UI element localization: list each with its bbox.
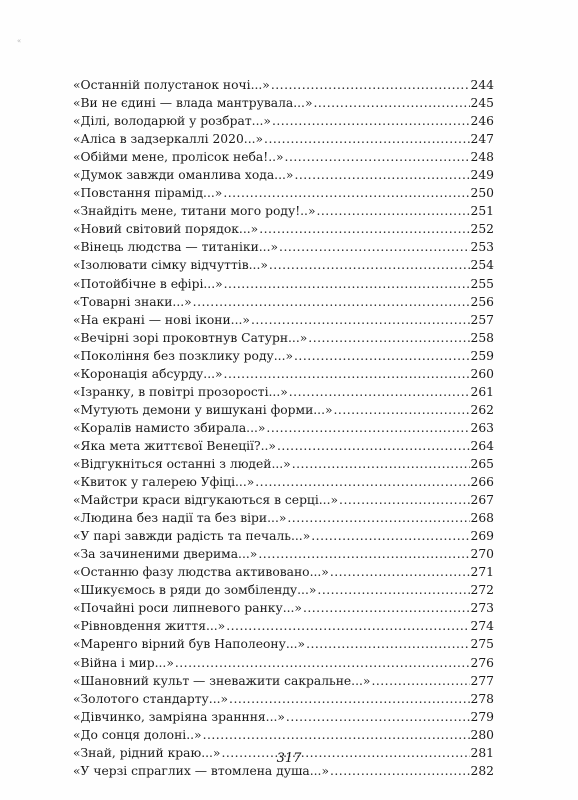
dot-leader xyxy=(330,563,470,581)
dot-leader xyxy=(264,130,469,148)
toc-entry-title: «Коронація абсурду...» xyxy=(73,366,223,381)
dot-leader xyxy=(294,166,469,184)
page-number: 317 xyxy=(276,751,302,766)
toc-entry-page: 271 xyxy=(470,565,494,580)
dot-leader xyxy=(266,419,469,437)
toc-entry-title: «Думок завжди оманлива хода...» xyxy=(73,168,294,183)
toc-entry-title: «Вінець людства — титаніки...» xyxy=(73,240,279,255)
dot-leader xyxy=(294,347,470,365)
dot-leader xyxy=(317,581,469,599)
toc-entry-page: 266 xyxy=(470,475,494,490)
toc-entry-title: «Золотого стандарту...» xyxy=(73,691,229,706)
dot-leader xyxy=(286,708,470,726)
toc-entry xyxy=(73,311,494,329)
toc-entry xyxy=(73,401,494,419)
dot-leader xyxy=(226,617,469,635)
dot-leader xyxy=(175,654,470,672)
toc-entry-page: 248 xyxy=(470,150,494,165)
toc-entry-title: «Почайні роси липневого ранку...» xyxy=(73,601,302,616)
dot-leader xyxy=(224,365,470,383)
toc-entry-title: «У парі завжди радість та печаль...» xyxy=(73,529,311,544)
toc-entry-page: 259 xyxy=(470,348,494,363)
dot-leader xyxy=(311,527,469,545)
toc-entry xyxy=(73,599,494,617)
toc-entry xyxy=(73,690,494,708)
toc-entry xyxy=(73,455,494,473)
dot-leader xyxy=(223,184,469,202)
toc-entry-page: 245 xyxy=(470,96,494,111)
toc-entry-page: 244 xyxy=(470,78,494,92)
toc-entry xyxy=(73,419,494,437)
toc-entry-page: 273 xyxy=(470,601,494,616)
dot-leader xyxy=(269,256,470,274)
toc-entry-title: «Ізолювати сімку відчуттів...» xyxy=(73,258,268,273)
toc-entry-page: 261 xyxy=(470,384,494,399)
dot-leader xyxy=(255,473,469,491)
toc-entry-page: 280 xyxy=(470,727,494,742)
toc-entry xyxy=(73,473,494,491)
dot-leader xyxy=(251,311,470,329)
toc-entry-page: 257 xyxy=(470,312,494,327)
toc-entry-title: «Вечірні зорі проковтнув Сатурн...» xyxy=(73,330,308,345)
toc-entry-page: 247 xyxy=(470,132,494,147)
dot-leader xyxy=(313,94,469,112)
toc-entry xyxy=(73,527,494,545)
toc-entry xyxy=(73,563,494,581)
toc-entry-title: «Шикуємось в ряди до зомбіленду...» xyxy=(73,583,317,598)
toc-entry-title: «Рівновдення життя...» xyxy=(73,619,226,634)
toc-entry-page: 251 xyxy=(470,204,494,219)
toc-entry-title: «Яка мета життєвої Венеції?..» xyxy=(73,438,276,453)
toc-entry-title: «Людина без надії та без віри...» xyxy=(73,511,287,526)
toc-entry xyxy=(73,347,494,365)
toc-entry xyxy=(73,654,494,672)
toc-entry-page: 275 xyxy=(470,637,494,652)
toc-entry-page: 274 xyxy=(470,619,494,634)
toc-entry xyxy=(73,238,494,256)
toc-entry xyxy=(73,202,494,220)
toc-entry-title: «За зачиненими дверима...» xyxy=(73,547,258,562)
dot-leader xyxy=(279,238,469,256)
toc-entry-title: «Ізранку, в повітрі прозорості...» xyxy=(73,384,288,399)
toc-entry-title: «Новий світовий порядок...» xyxy=(73,222,259,237)
toc-entry-page: 272 xyxy=(470,583,494,598)
toc-entry-title: «Дівчинко, замріяна зранння...» xyxy=(73,709,285,724)
toc-entry-page: 255 xyxy=(470,276,494,291)
toc-entry-page: 256 xyxy=(470,294,494,309)
toc-entry xyxy=(73,491,494,509)
dot-leader xyxy=(339,491,469,509)
dot-leader xyxy=(308,329,469,347)
toc-entry xyxy=(73,617,494,635)
toc-entry-page: 281 xyxy=(470,745,494,760)
dot-leader xyxy=(259,220,469,238)
toc-entry-page: 265 xyxy=(470,456,494,471)
toc-entry-title: «Шановний культ — зневажити сакральне...» xyxy=(73,673,371,688)
toc-entry-title: «Майстри краси відгукаються в серці...» xyxy=(73,493,339,508)
toc-entry xyxy=(73,437,494,455)
toc-entry-page: 260 xyxy=(470,366,494,381)
corner-mark: « xyxy=(17,37,22,45)
dot-leader xyxy=(316,202,469,220)
toc-entry xyxy=(73,293,494,311)
toc-entry xyxy=(73,509,494,527)
toc-entry-title: «Маренго вірний був Наполеону...» xyxy=(73,637,306,652)
toc-entry-page: 264 xyxy=(470,438,494,453)
toc-entry-title: «Знай, рідний краю...» xyxy=(73,745,221,760)
toc-entry-page: 262 xyxy=(470,402,494,417)
toc-entry xyxy=(73,672,494,690)
toc-entry xyxy=(73,581,494,599)
dot-leader xyxy=(224,275,470,293)
toc-entry xyxy=(73,708,494,726)
toc-entry-title: «Покоління без позклику роду...» xyxy=(73,348,293,363)
toc-entry-page: 269 xyxy=(470,529,494,544)
toc-entry-page: 277 xyxy=(470,673,494,688)
toc-entry xyxy=(73,220,494,238)
toc-entry-title: «Мутують демони у вишукані форми...» xyxy=(73,402,333,417)
toc-entry xyxy=(73,166,494,184)
toc-entry-title: «Останній полустанок ночі...» xyxy=(73,78,270,92)
toc-entry xyxy=(73,94,494,112)
dot-leader xyxy=(287,509,469,527)
toc-entry-page: 276 xyxy=(470,655,494,670)
toc-entry-title: «Ви не єдині — влада мантрувала...» xyxy=(73,96,313,111)
toc-entry-page: 278 xyxy=(470,691,494,706)
toc-entry-page: 263 xyxy=(470,420,494,435)
dot-leader xyxy=(285,148,470,166)
table-of-contents xyxy=(73,76,494,780)
toc-entry xyxy=(73,545,494,563)
toc-entry xyxy=(73,275,494,293)
dot-leader xyxy=(203,726,470,744)
toc-entry-page: 246 xyxy=(470,114,494,129)
toc-entry-title: «Знайдіть мене, титани мого роду!..» xyxy=(73,204,316,219)
toc-entry-page: 279 xyxy=(470,709,494,724)
toc-entry xyxy=(73,76,494,94)
toc-entry xyxy=(73,329,494,347)
dot-leader xyxy=(277,437,470,455)
toc-entry-title: «Потойбічне в ефірі...» xyxy=(73,276,223,291)
toc-entry-title: «Повстання пірамід...» xyxy=(73,186,223,201)
dot-leader xyxy=(303,599,470,617)
dot-leader xyxy=(371,672,469,690)
toc-entry-page: 282 xyxy=(470,763,494,778)
dot-leader xyxy=(258,545,469,563)
dot-leader xyxy=(334,401,470,419)
toc-entry xyxy=(73,112,494,130)
toc-entry-page: 270 xyxy=(470,547,494,562)
toc-entry-page: 252 xyxy=(470,222,494,237)
toc-entry-title: «На екрані — нові ікони...» xyxy=(73,312,250,327)
toc-entry-title: «До сонця долоні..» xyxy=(73,727,202,742)
dot-leader xyxy=(193,293,470,311)
toc-entry-page: 249 xyxy=(470,168,494,183)
dot-leader xyxy=(229,690,469,708)
toc-entry xyxy=(73,184,494,202)
toc-entry xyxy=(73,148,494,166)
toc-entry xyxy=(73,256,494,274)
toc-entry-title: «Товарні знаки...» xyxy=(73,294,192,309)
toc-entry xyxy=(73,365,494,383)
dot-leader xyxy=(289,383,470,401)
dot-leader xyxy=(306,635,469,653)
toc-entry-page: 254 xyxy=(470,258,494,273)
toc-entry-title: «У черзі спраглих — втомлена душа...» xyxy=(73,763,329,778)
toc-entry xyxy=(73,383,494,401)
toc-entry-title: «Останню фазу людства активовано...» xyxy=(73,565,329,580)
dot-leader xyxy=(271,76,470,94)
toc-entry-title: «Ділі, володарюй у розбрат...» xyxy=(73,114,271,129)
dot-leader xyxy=(292,455,470,473)
toc-entry-title: «Квиток у галерею Уфіці...» xyxy=(73,475,255,490)
toc-entry-title: «Відгукніться останні з людей...» xyxy=(73,456,291,471)
toc-entry-title: «Аліса в задзеркаллі 2020...» xyxy=(73,132,264,147)
toc-entry-title: «Коралів намисто збирала...» xyxy=(73,420,266,435)
toc-entry xyxy=(73,635,494,653)
dot-leader xyxy=(272,112,470,130)
toc-entry xyxy=(73,726,494,744)
toc-entry-page: 250 xyxy=(470,186,494,201)
toc-entry-page: 268 xyxy=(470,511,494,526)
toc-entry-page: 267 xyxy=(470,493,494,508)
toc-entry-title: «Війна і мир...» xyxy=(73,655,174,670)
toc-entry-page: 258 xyxy=(470,330,494,345)
toc-entry-title: «Обійми мене, пролісок неба!..» xyxy=(73,150,284,165)
toc-entry-page: 253 xyxy=(470,240,494,255)
toc-entry xyxy=(73,130,494,148)
